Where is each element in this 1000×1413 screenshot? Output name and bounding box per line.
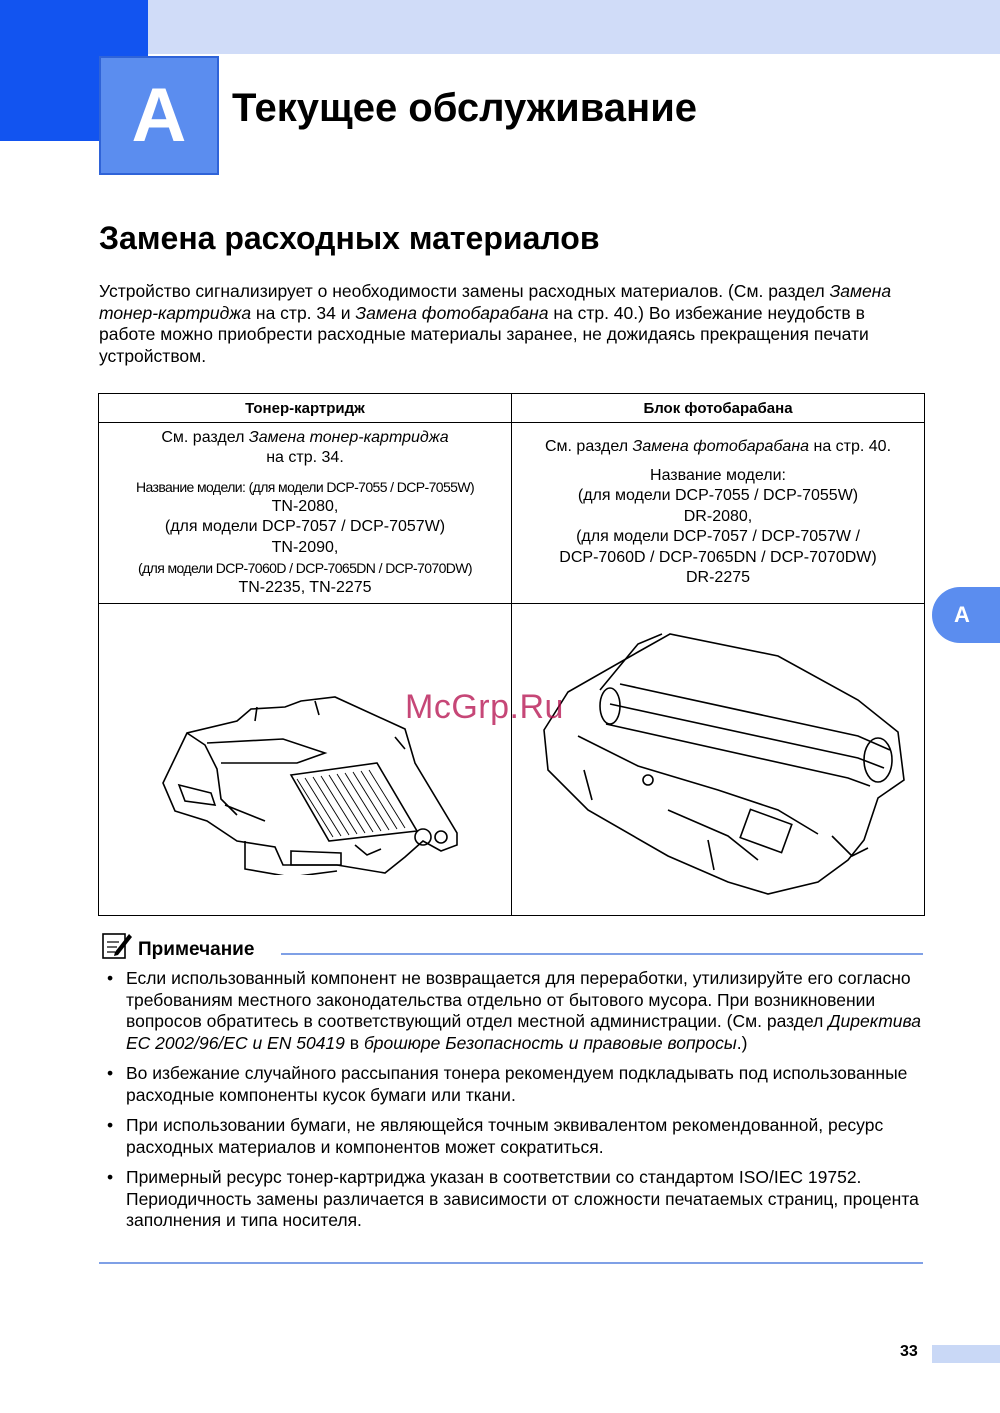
note-header — [101, 930, 923, 964]
section-title: Замена расходных материалов — [99, 220, 600, 256]
toner-code-1: TN-2080, — [271, 497, 339, 515]
drum-model-label: Название модели: — [650, 466, 786, 484]
note-item-4: • Примерный ресурс тонер-картриджа указан в соответствии со стандартом ISO/IEC 19752. Периодичность замены различается в зависимости от сложности печатаемых страниц, процента заполнения и типа носителя. — [107, 1167, 919, 1230]
supplies-table — [98, 393, 925, 916]
drum-unit-illustration — [518, 620, 918, 900]
note-item-2: • Во избежание случайного рассыпания тонера рекомендуем подкладывать под использованные расходные компоненты кусок бумаги или ткани. — [107, 1063, 908, 1105]
ref-toner-replacement: Замена тонер-картриджа — [99, 281, 892, 323]
note-bottom-rule — [99, 1262, 923, 1264]
intro-paragraph: Устройство сигнализирует о необходимости замены расходных материалов. (См. раздел Замена тонер-картриджа на стр. 34 и Замена фотобарабана на стр. 40.) Во избежание неудобств в работе можно приобрести расходные материалы заранее, не дожидаясь прекращения печати устройством. — [99, 281, 892, 366]
drum-image-cell — [512, 604, 925, 916]
drum-models-2b: DCP-7060D / DCP-7065DN / DCP-7070DW) — [559, 548, 877, 566]
header-drum: Блок фотобарабана — [512, 394, 925, 423]
toner-model-line: Название модели: (для модели DCP-7055 / DCP-7055W) — [135, 478, 475, 495]
note-list — [107, 968, 925, 1241]
drum-models-2a: (для модели DCP-7057 / DCP-7057W / — [576, 528, 860, 546]
toner-code-3: TN-2235, TN-2275 — [238, 579, 372, 596]
ref-weee-directive: Директива ЕС 2002/96/EC и EN 50419 — [126, 1011, 922, 1053]
pencil-note-icon — [101, 930, 133, 960]
note-item-3: • При использовании бумаги, не являющейся точным эквивалентом рекомендованной, ресурс расходных материалов и компонентов может сократиться. — [107, 1115, 884, 1157]
chapter-letter-box: A — [99, 56, 219, 175]
drum-models-1: (для модели DCP-7055 / DCP-7055W) — [577, 487, 859, 505]
toner-code-2: TN-2090, — [271, 538, 339, 556]
page-number: 33 — [900, 1343, 918, 1360]
watermark: McGrp.Ru — [405, 688, 564, 726]
drum-code-1: DR-2080, — [683, 507, 753, 525]
header-toner: Тонер-картридж — [99, 394, 512, 423]
chapter-title: Текущее обслуживание — [232, 86, 698, 130]
drum-code-2: DR-2275 — [685, 569, 751, 587]
toner-ref-page: на стр. 34. — [266, 449, 344, 466]
toner-cartridge-illustration — [105, 645, 505, 875]
chapter-side-tab: A — [932, 587, 1000, 643]
note-item-1: • Если использованный компонент не возвращается для переработки, утилизируйте его согласно требованиям местного законодательства отдельно от бытового мусора. При возникновении вопросов обратитесь в соответствующий отдел местной администрации. (См. раздел Директива ЕС 2002/96/EC и EN 50419 в брошюре Безопасность и правовые вопросы.) — [107, 968, 922, 1053]
note-header-rule — [281, 953, 923, 955]
ref-safety-brochure: брошюре Безопасность и правовые вопросы — [363, 1032, 737, 1053]
ref-drum-replacement: Замена фотобарабана — [355, 302, 549, 323]
drum-ref: См. раздел Замена фотобарабана на стр. 40. — [544, 438, 892, 456]
toner-models-3: (для модели DCP-7060D / DCP-7065DN / DCP-7070DW) — [138, 560, 472, 576]
toner-image-cell — [99, 604, 512, 916]
toner-info-cell — [99, 423, 512, 604]
drum-info-cell — [512, 423, 925, 604]
header-band-light — [148, 0, 1000, 54]
note-title: Примечание — [138, 939, 255, 960]
toner-models-2: (для модели DCP-7057 / DCP-7057W) — [164, 518, 446, 535]
footer-band — [932, 1345, 1000, 1363]
toner-ref: См. раздел Замена тонер-картриджа — [161, 428, 449, 446]
